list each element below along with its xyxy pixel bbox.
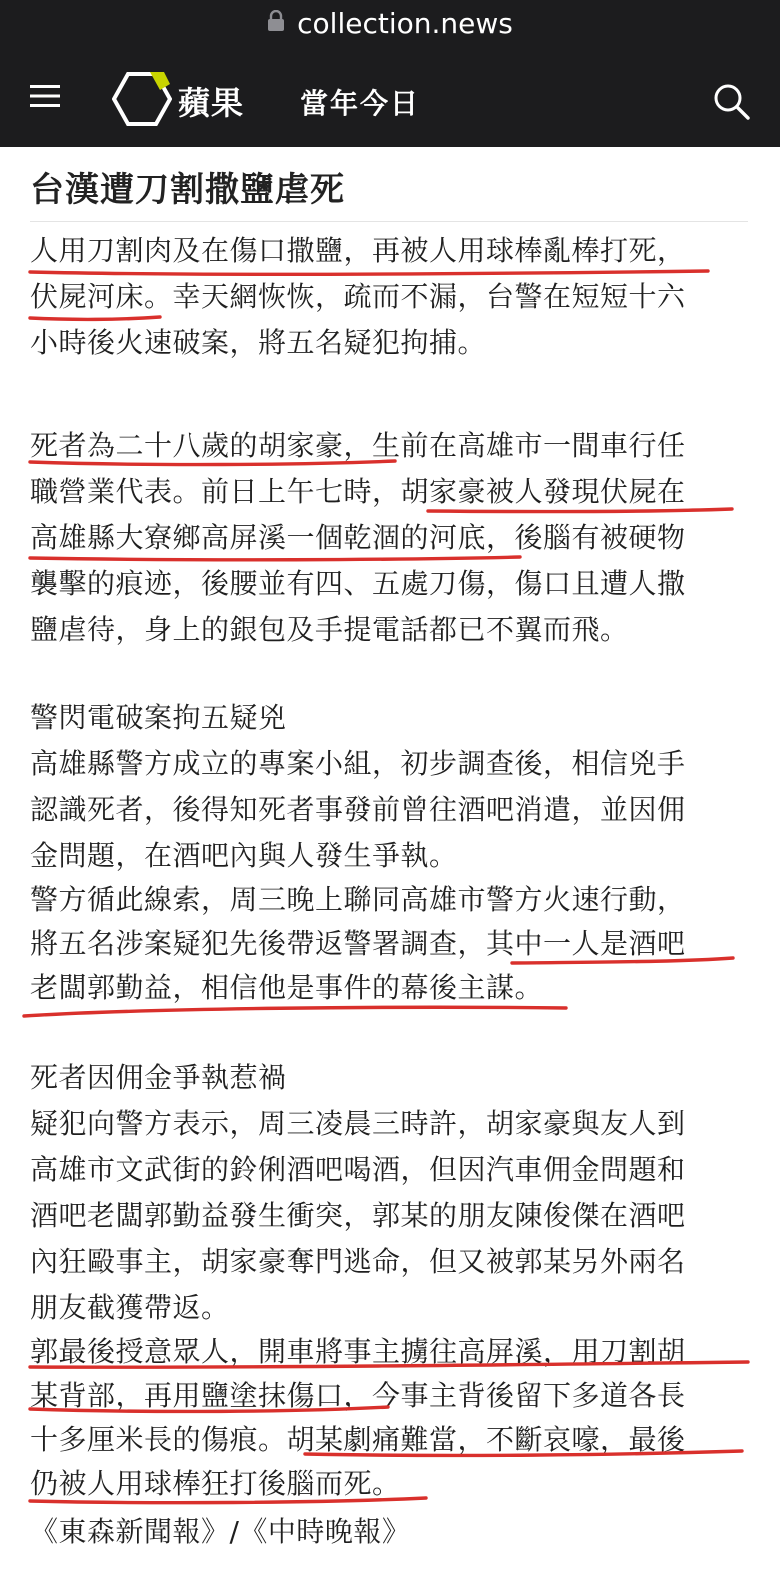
paragraph-line: 內狂毆事主，胡家豪奪門逃命，但又被郭某另外兩名 xyxy=(30,1245,686,1278)
paragraph-line: 警方循此線索，周三晚上聯同高雄市警方火速行動， xyxy=(30,883,686,916)
paragraph-line: 郭最後授意眾人，開車將事主擄往高屏溪，用刀割胡 xyxy=(30,1335,686,1368)
paragraph-line: 高雄縣警方成立的專案小組，初步調查後，相信兇手 xyxy=(30,747,686,780)
paragraph-line: 人用刀割肉及在傷口撒鹽，再被人用球棒亂棒打死， xyxy=(30,234,686,267)
hamburger-menu-icon[interactable] xyxy=(30,83,60,109)
logo-text[interactable]: 蘋果 xyxy=(178,84,245,122)
paragraph-line: 朋友截獲帶返。 xyxy=(30,1291,230,1324)
site-header xyxy=(0,46,780,147)
paragraph-line: 認識死者，後得知死者事發前曾往酒吧消遣，並因佣 xyxy=(30,793,686,826)
lock-icon xyxy=(267,10,285,32)
paragraph-line: 某背部，再用鹽塗抹傷口，今事主背後留下多道各長 xyxy=(30,1379,686,1412)
source-credit: 《東森新聞報》/《中時晚報》 xyxy=(30,1515,411,1548)
paragraph-line: 鹽虐待，身上的銀包及手提電話都已不翼而飛。 xyxy=(30,613,629,646)
paragraph-line: 高雄縣大寮鄉高屏溪一個乾涸的河底，後腦有被硬物 xyxy=(30,521,686,554)
section-heading: 警閃電破案拘五疑兇 xyxy=(30,701,287,734)
paragraph-line: 酒吧老闆郭勤益發生衝突，郭某的朋友陳俊傑在酒吧 xyxy=(30,1199,686,1232)
paragraph-line: 十多厘米長的傷痕。胡某劇痛難當，不斷哀嚎，最後 xyxy=(30,1423,686,1456)
paragraph-line: 將五名涉案疑犯先後帶返警署調查，其中一人是酒吧 xyxy=(30,927,686,960)
search-icon[interactable] xyxy=(712,82,750,120)
paragraph-line: 老闆郭勤益，相信他是事件的幕後主謀。 xyxy=(30,971,544,1004)
address-bar[interactable] xyxy=(0,0,780,46)
paragraph-line: 小時後火速破案，將五名疑犯拘捕。 xyxy=(30,326,487,359)
title-divider xyxy=(30,221,748,222)
nav-on-this-day[interactable]: 當年今日 xyxy=(300,87,421,120)
paragraph-line: 死者為二十八歲的胡家豪，生前在高雄市一間車行任 xyxy=(30,429,686,462)
paragraph-line: 職營業代表。前日上午七時，胡家豪被人發現伏屍在 xyxy=(30,475,686,508)
section-heading: 死者因佣金爭執惹禍 xyxy=(30,1061,287,1094)
paragraph-line: 伏屍河床。幸天網恢恢，疏而不漏，台警在短短十六 xyxy=(30,280,686,313)
paragraph-line: 高雄市文武街的鈴俐酒吧喝酒，但因汽車佣金問題和 xyxy=(30,1153,686,1186)
paragraph-line: 金問題，在酒吧內與人發生爭執。 xyxy=(30,839,458,872)
apple-daily-logo-icon[interactable] xyxy=(112,70,172,128)
paragraph-line: 襲擊的痕迹，後腰並有四、五處刀傷，傷口且遭人撒 xyxy=(30,567,686,600)
paragraph-line: 仍被人用球棒狂打後腦而死。 xyxy=(30,1467,401,1500)
paragraph-line: 疑犯向警方表示，周三凌晨三時許，胡家豪與友人到 xyxy=(30,1107,686,1140)
url-text: collection.news xyxy=(297,6,513,40)
article-title: 台漢遭刀割撒鹽虐死 xyxy=(30,170,345,210)
